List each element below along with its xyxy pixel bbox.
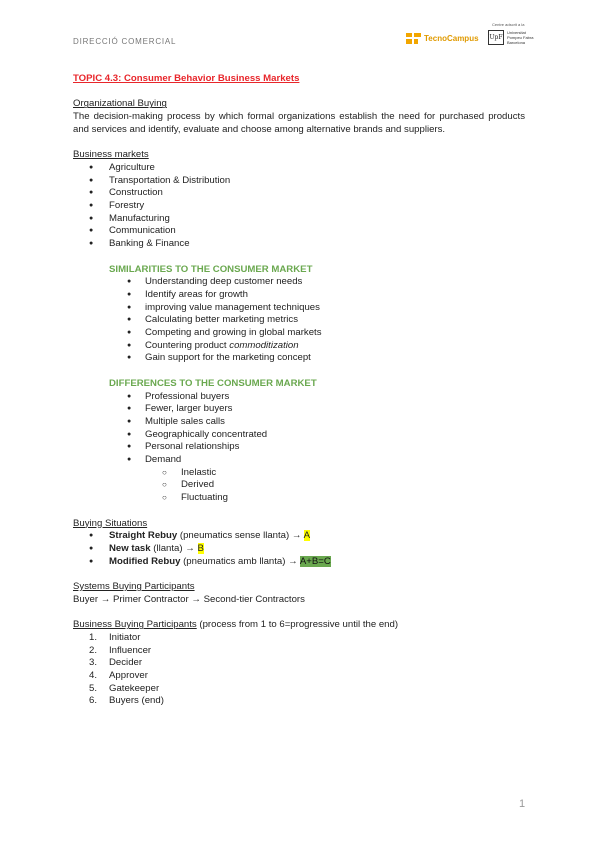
list-item: ● improving value management techniques	[73, 302, 525, 315]
systems-heading: Systems Buying Participants	[73, 581, 195, 593]
list-item: ○ Inelastic	[73, 467, 525, 480]
upf-box: UpF	[488, 30, 504, 45]
list-item: ● Forestry	[73, 200, 525, 213]
list-item: ● Modified Rebuy (pneumatics amb llanta) → A+B=C	[73, 556, 525, 569]
upf-logo	[488, 30, 533, 45]
situations-heading: Buying Situations	[73, 517, 148, 529]
similarities-heading: SIMILARITIES TO THE CONSUMER MARKET	[109, 263, 313, 275]
list-item: ● Transportation & Distribution	[73, 175, 525, 188]
list-item: ● Competing and growing in global markets	[73, 327, 525, 340]
list-item: ● Understanding deep customer needs	[73, 276, 525, 289]
header-left-text: DIRECCIÓ COMERCIAL	[73, 37, 177, 46]
systems-text: Buyer → Primer Contractor → Second-tier Contractors	[73, 593, 305, 605]
list-item: ● Demand	[73, 454, 525, 467]
differences-list	[73, 391, 525, 467]
markets-list	[73, 162, 525, 251]
list-item: 5. Gatekeeper	[89, 682, 160, 694]
list-item: 3. Decider	[89, 657, 143, 669]
tecnocampus-logo-text: TecnoCampus	[424, 34, 479, 43]
org-text: The decision-making process by which formal organizations establish the need for purchased products and services and identify, evaluate and choose among alternative brands and suppliers.	[73, 111, 525, 135]
list-item: 2. Influencer	[89, 644, 152, 656]
list-item: ● Multiple sales calls	[73, 416, 525, 429]
markets-heading: Business markets	[73, 149, 149, 161]
list-item: ● Banking & Finance	[73, 238, 525, 251]
tecnocampus-logo	[406, 33, 479, 44]
list-item: ● Personal relationships	[73, 441, 525, 454]
list-item: 6. Buyers (end)	[89, 695, 164, 707]
list-item: 1. Initiator	[89, 631, 141, 643]
list-item: ○ Fluctuating	[73, 492, 525, 505]
list-item: ● Gain support for the marketing concept	[73, 352, 525, 365]
list-item: ● Agriculture	[73, 162, 525, 175]
participants-heading-line: Business Buying Participants (process from 1 to 6=progressive until the end)	[73, 619, 399, 631]
highlight-b: B	[197, 542, 204, 554]
page-title: TOPIC 4.3: Consumer Behavior Business Markets	[73, 73, 300, 84]
upf-caption: Centre adscrit a la	[492, 22, 525, 27]
page-number: 1	[519, 798, 526, 810]
list-item: ● Communication	[73, 225, 525, 238]
list-item: ○ Derived	[73, 479, 525, 492]
list-item: ● New task (llanta) → B	[73, 543, 525, 556]
demand-list	[73, 467, 525, 505]
list-item: ● Identify areas for growth	[73, 289, 525, 302]
list-item: ● Construction	[73, 187, 525, 200]
list-item: ● Straight Rebuy (pneumatics sense llanta) → A	[73, 530, 525, 543]
list-item: ● Geographically concentrated	[73, 429, 525, 442]
tecnocampus-mark-icon	[406, 33, 421, 44]
similarities-list	[73, 276, 525, 365]
list-item: ● Calculating better marketing metrics	[73, 314, 525, 327]
list-item: ● Countering product commoditization	[73, 340, 525, 353]
differences-heading: DIFFERENCES TO THE CONSUMER MARKET	[109, 377, 317, 389]
situations-list	[73, 530, 525, 568]
highlight-a: A	[303, 530, 311, 542]
document-body	[73, 73, 525, 708]
list-item: 4. Approver	[89, 669, 148, 681]
org-heading: Organizational Buying	[73, 98, 167, 110]
highlight-abc: A+B=C	[299, 555, 331, 567]
participants-list	[73, 632, 525, 708]
list-item: ● Fewer, larger buyers	[73, 403, 525, 416]
list-item: ● Professional buyers	[73, 391, 525, 404]
list-item: ● Manufacturing	[73, 213, 525, 226]
upf-lines: Universitat Pompeu Fabra Barcelona	[507, 30, 534, 45]
